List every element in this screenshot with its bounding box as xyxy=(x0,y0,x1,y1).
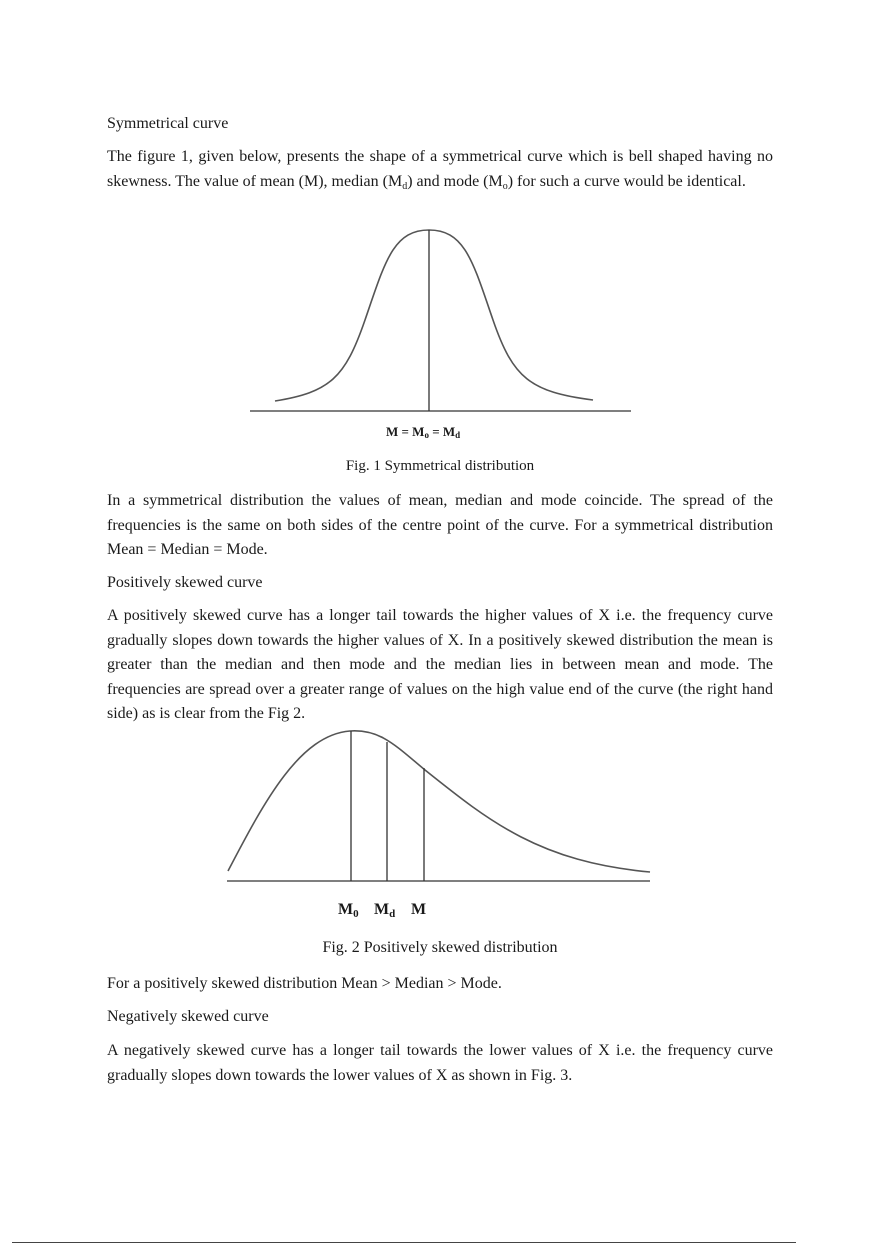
paragraph-symmetrical-body: In a symmetrical distribution the values of mean, median and mode coincide. The spread of the frequencies is the same on both sides of the centre point of the curve. For a symmetrical distribution Mean = Median = Mode. xyxy=(107,492,773,558)
intro-sub-o: o xyxy=(502,180,508,192)
fig1-axis-label: M = Mo = Md xyxy=(386,424,461,440)
section-heading-negative: Negatively skewed curve xyxy=(107,1008,269,1025)
fig2-skewed-curve xyxy=(228,731,650,872)
intro-sub-d: d xyxy=(402,180,408,192)
paragraph-positive-body: A positively skewed curve has a longer tail towards the higher values of X i.e. the frequency curve gradually slopes down towards the higher values of X. In a positively skewed distribution the mean is greater than the median and then mode and the median lies in between mean and mode. The frequencies are spread over a greater range of values on the high value end of the curve (the right hand side) as is clear from the Fig 2. xyxy=(107,607,773,722)
intro-text-1: The figure 1, given below, presents the shape of a symmetrical curve which is bell shaped having no skewness. The value of mean (M), median (M xyxy=(107,148,773,190)
fig2-label-median: Md xyxy=(374,901,396,920)
paragraph-negative-body: A negatively skewed curve has a longer tail towards the lower values of X i.e. the frequency curve gradually slopes down towards the lower values of X as shown in Fig. 3. xyxy=(107,1042,773,1084)
paragraph-positive-summary: For a positively skewed distribution Mean > Median > Mode. xyxy=(107,975,502,992)
footer-rule xyxy=(12,1242,796,1243)
section-heading-positive: Positively skewed curve xyxy=(107,574,263,591)
intro-text-3: ) for such a curve would be identical. xyxy=(507,172,746,190)
fig2-label-mean: M xyxy=(411,901,427,918)
fig2-caption: Fig. 2 Positively skewed distribution xyxy=(322,939,558,956)
fig2-label-mode: M0 xyxy=(338,901,359,920)
intro-text-2: ) and mode (M xyxy=(407,172,503,190)
fig1-caption: Fig. 1 Symmetrical distribution xyxy=(345,458,535,474)
section-heading-symmetrical: Symmetrical curve xyxy=(107,115,229,132)
